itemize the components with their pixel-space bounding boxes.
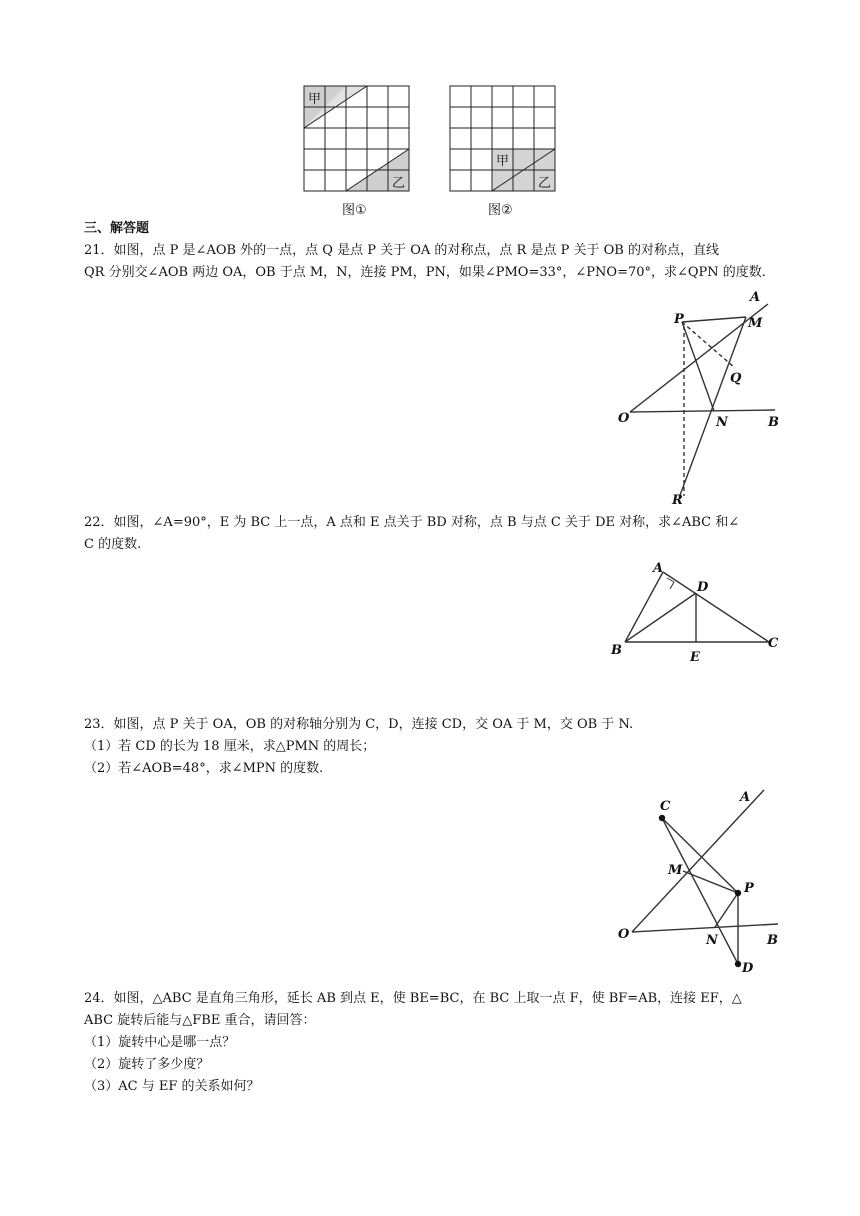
- fig2-caption: 图②: [488, 203, 513, 218]
- q24-line-1: 24．如图，△ABC 是直角三角形，延长 AB 到点 E，使 BE=BC，在 BC 上取一点 F，使 BF=AB，连接 EF，△: [84, 991, 742, 1006]
- q23-line-2: （1）若 CD 的长为 18 厘米，求△PMN 的周长；: [84, 739, 376, 754]
- q23-label-P: P: [744, 881, 754, 896]
- grid-figure-1: [302, 84, 414, 194]
- q22-label-E: E: [690, 650, 700, 665]
- q21-label-A: A: [750, 290, 761, 305]
- q23-label-O: O: [618, 927, 630, 942]
- q23-line-1: 23．如图，点 P 关于 OA，OB 的对称轴分别为 C，D，连接 CD，交 OA 于 M，交 OB 于 N.: [84, 717, 634, 732]
- q24-line-5: （3）AC 与 EF 的关系如何？: [84, 1079, 260, 1094]
- q21-label-B: B: [768, 415, 779, 430]
- q21-label-M: M: [748, 316, 763, 331]
- fig1-caption: 图①: [342, 203, 367, 218]
- q22-label-D: D: [697, 580, 709, 595]
- fig1-label-yi: 乙: [392, 176, 406, 191]
- q23-figure: [612, 784, 792, 980]
- q21-line-1: 21．如图，点 P 是∠AOB 外的一点，点 Q 是点 P 关于 OA 的对称点，点 R 是点 P 关于 OB 的对称点，直线: [84, 243, 719, 258]
- q23-label-C: C: [660, 799, 671, 814]
- q21-label-N: N: [716, 415, 728, 430]
- q22-figure: [605, 558, 785, 668]
- q21-figure: [610, 288, 790, 508]
- q23-label-A: A: [740, 790, 751, 805]
- fig1-label-jia: 甲: [308, 92, 322, 107]
- q21-line-2: QR 分别交∠AOB 两边 OA，OB 于点 M，N，连接 PM，PN，如果∠PMO=33°，∠PNO=70°，求∠QPN 的度数.: [84, 265, 766, 280]
- q23-label-N: N: [706, 933, 718, 948]
- q23-line-3: （2）若∠AOB=48°，求∠MPN 的度数.: [84, 761, 324, 776]
- q21-label-P: P: [674, 312, 684, 327]
- q22-label-A: A: [653, 561, 664, 576]
- fig2-label-yi: 乙: [538, 176, 552, 191]
- q21-label-Q: Q: [730, 371, 742, 386]
- q22-line-2: C 的度数.: [84, 537, 142, 552]
- q23-label-M: M: [668, 863, 683, 878]
- q24-line-4: （2）旋转了多少度？: [84, 1057, 210, 1072]
- grid-figure-2: [448, 84, 560, 194]
- q24-line-3: （1）旋转中心是哪一点？: [84, 1035, 236, 1050]
- q22-label-C: C: [768, 636, 779, 651]
- q22-label-B: B: [611, 643, 622, 658]
- q24-line-2: ABC 旋转后能与△FBE 重合，请回答：: [84, 1013, 316, 1028]
- q23-label-B: B: [767, 933, 778, 948]
- q22-line-1: 22．如图，∠A=90°，E 为 BC 上一点，A 点和 E 点关于 BD 对称，点 B 与点 C 关于 DE 对称，求∠ABC 和∠: [84, 515, 740, 530]
- q21-label-R: R: [672, 493, 683, 508]
- section-title: 三、解答题: [84, 221, 150, 236]
- q23-label-D: D: [742, 961, 754, 976]
- q21-label-O: O: [618, 411, 630, 426]
- fig2-label-jia: 甲: [496, 154, 510, 169]
